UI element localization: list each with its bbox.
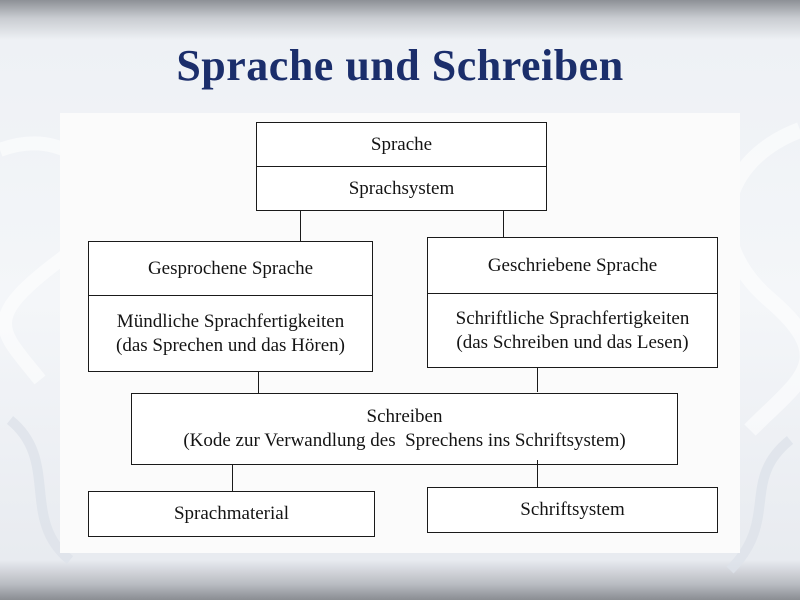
- sprachmaterial-label: Sprachmaterial: [173, 503, 289, 524]
- schriftsystem-label: Schriftsystem: [520, 499, 625, 520]
- schriftsystem-box: [427, 487, 718, 533]
- schriftliche-line-1: Schriftliche Sprachfertigkeiten: [455, 308, 690, 329]
- geschriebene-sprache-box: [427, 237, 718, 368]
- schreiben-description: (Kode zur Verwandlung des Sprechens ins Schriftsystem): [183, 430, 626, 451]
- connector-writing-material: [232, 464, 233, 491]
- schriftliche-sprachfertigkeiten: [428, 295, 717, 367]
- schreiben-box: [131, 393, 678, 465]
- connector-written-writing: [537, 367, 538, 392]
- sprachsystem-label: Sprachsystem: [348, 177, 455, 199]
- box-divider: [89, 295, 372, 296]
- muendliche-sprachfertigkeiten: [89, 297, 372, 371]
- box-divider: [428, 293, 717, 294]
- connector-top-left: [300, 210, 301, 241]
- muendliche-line-2: (das Sprechen und das Hören): [116, 335, 345, 356]
- connector-top-right: [503, 210, 504, 237]
- diagram-figure: [60, 113, 740, 553]
- connector-writing-script: [537, 460, 538, 487]
- geschriebene-sprache-label: Geschriebene Sprache: [487, 254, 658, 276]
- sprache-box: [256, 122, 547, 211]
- schreiben-label: Schreiben: [366, 406, 443, 427]
- gesprochene-sprache-box: [88, 241, 373, 372]
- slide-title: Sprache und Schreiben: [176, 41, 624, 90]
- schreiben-content: [132, 394, 677, 464]
- schriftliche-line-2: (das Schreiben und das Lesen): [456, 332, 689, 353]
- gesprochene-sprache-label: Gesprochene Sprache: [147, 257, 314, 279]
- sprachmaterial-box: [88, 491, 375, 537]
- muendliche-line-1: Mündliche Sprachfertigkeiten: [116, 311, 345, 332]
- sprache-label: Sprache: [370, 134, 433, 155]
